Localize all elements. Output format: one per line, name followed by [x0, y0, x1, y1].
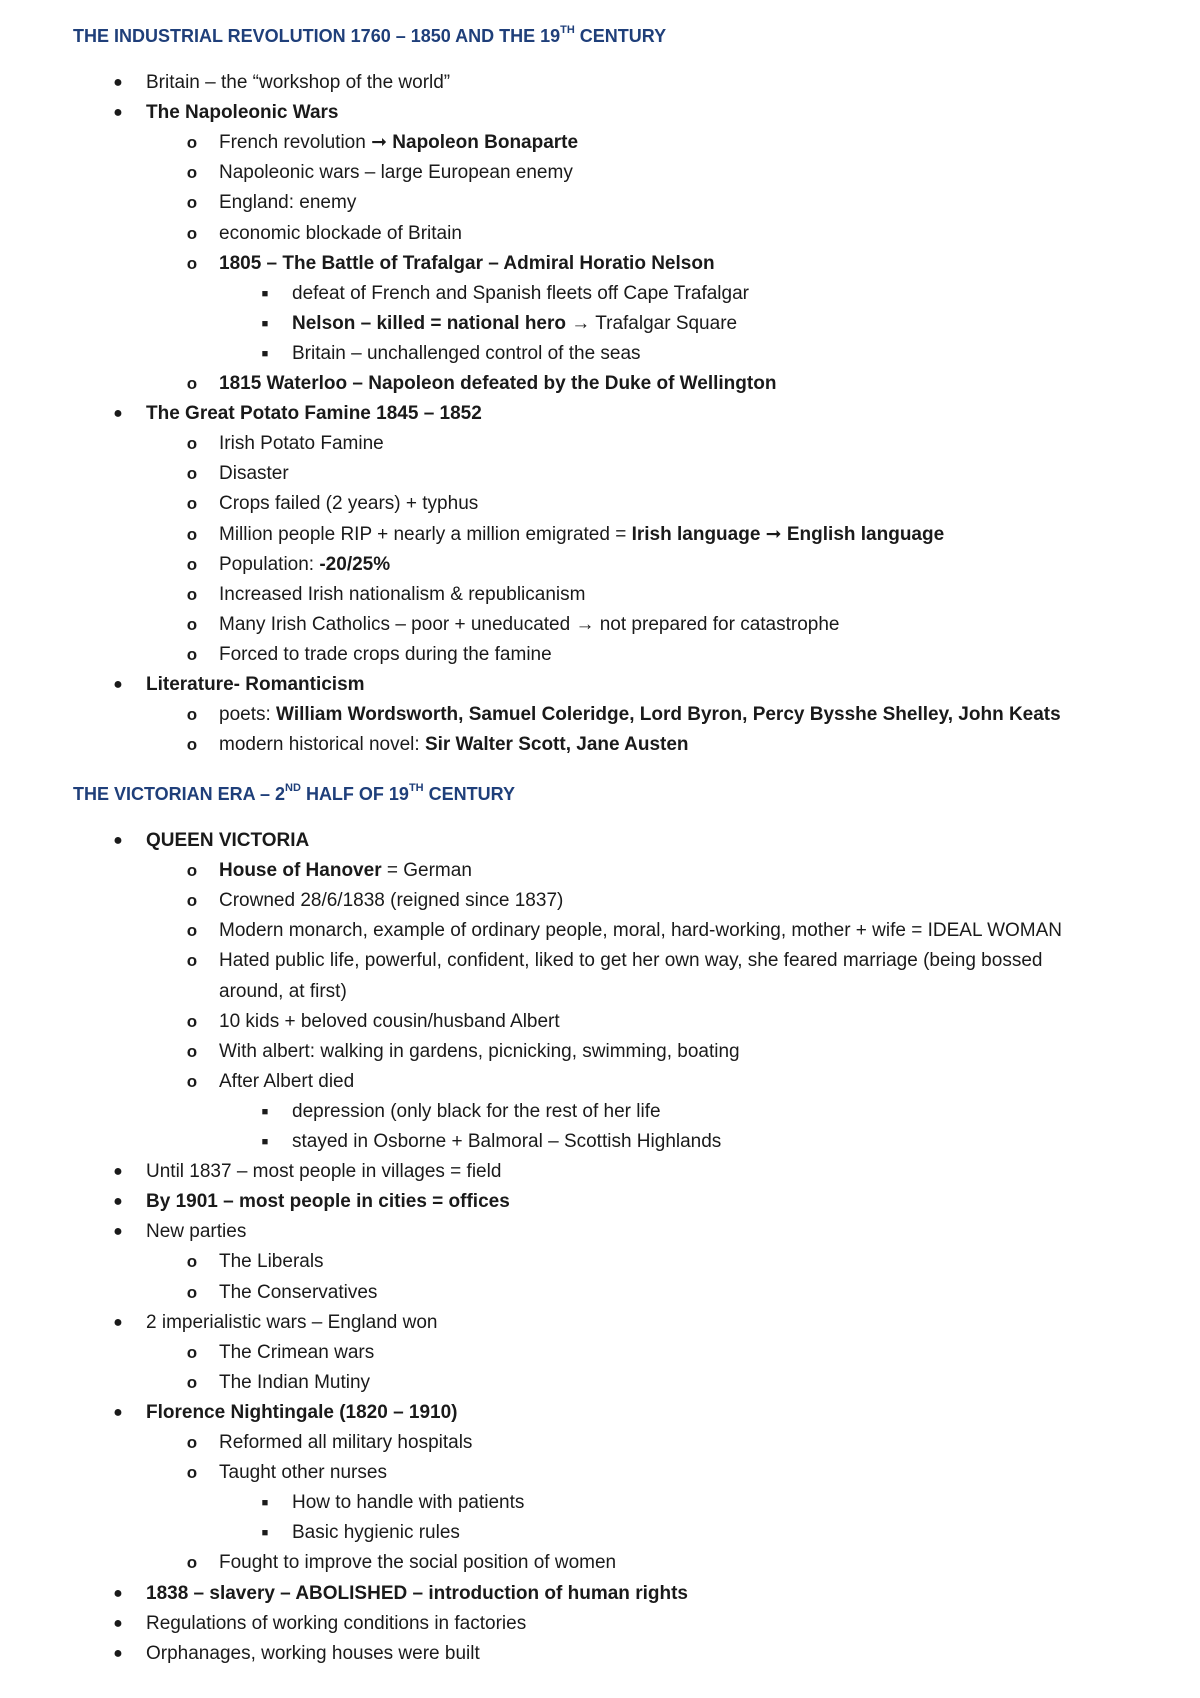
circle-bullet-icon: o: [186, 133, 198, 153]
circle-bullet-icon: o: [186, 644, 198, 664]
list-item: [113, 1582, 688, 1606]
list-item-text: House of Hanover: [219, 860, 382, 882]
circle-bullet-icon: o: [186, 1433, 198, 1452]
list-item-text: Regulations of working conditions in factories: [146, 1612, 527, 1634]
square-bullet-icon: ■: [261, 1136, 269, 1148]
list-item: [113, 673, 365, 697]
list-item: [186, 613, 840, 637]
circle-bullet-icon: o: [186, 735, 198, 755]
circle-bullet-icon: o: [186, 861, 198, 881]
bullet-icon: ●: [113, 1584, 123, 1602]
list-item-text: Napoleonic wars – large European enemy: [219, 162, 573, 184]
list-item-text: = German: [381, 860, 472, 882]
list-item-text: By 1901 – most people in cities = offices: [146, 1191, 510, 1213]
circle-bullet-icon: o: [186, 494, 198, 514]
list-item: [186, 432, 384, 456]
list-item-text: The Crimean wars: [219, 1341, 375, 1363]
list-item: [186, 1341, 375, 1365]
list-item: [186, 222, 462, 246]
square-bullet-icon: ■: [261, 1105, 269, 1118]
bullet-icon: ●: [113, 1163, 123, 1181]
list-item: [113, 71, 451, 95]
list-item: [113, 1612, 527, 1636]
list-item: [186, 1040, 740, 1064]
list-item-text: → Trafalgar Square: [566, 312, 738, 334]
list-item-text: Hated public life, powerful, confident, liked to get her own way, she feared marriage (being bossed: [219, 950, 1043, 972]
list-item: [113, 1311, 438, 1335]
bullet-icon: ●: [113, 832, 123, 849]
list-item: [186, 1010, 560, 1034]
list-item: [186, 1070, 355, 1094]
list-item: [261, 312, 738, 336]
list-item-text: Irish Potato Famine: [219, 433, 384, 455]
list-item-text: After Albert died: [219, 1070, 355, 1092]
circle-bullet-icon: o: [186, 584, 198, 604]
bullet-icon: ●: [113, 1313, 123, 1331]
list-item: [186, 949, 1043, 973]
square-bullet-icon: ■: [261, 287, 269, 300]
bullet-icon: ●: [113, 74, 123, 91]
circle-bullet-icon: o: [186, 554, 198, 574]
circle-bullet-icon: o: [186, 1011, 198, 1031]
list-item-text: New parties: [146, 1221, 247, 1243]
bullet-icon: ●: [113, 1223, 123, 1241]
list-item-text: The Conservatives: [219, 1281, 378, 1303]
list-item: [186, 643, 552, 667]
list-item: [113, 1220, 247, 1244]
list-item: [186, 733, 689, 757]
list-item-text: Reformed all military hospitals: [219, 1432, 473, 1453]
list-item-text: The Indian Mutiny: [219, 1371, 371, 1393]
circle-bullet-icon: o: [186, 1282, 198, 1302]
list-item: [186, 462, 289, 486]
list-item-text: 1838 – slavery – ABOLISHED – introduction of human rights: [146, 1582, 688, 1604]
list-item: [186, 703, 1061, 727]
list-item-text: -20/25%: [319, 553, 391, 575]
list-item-text: ➞ Napoleon Bonaparte: [371, 132, 579, 154]
list-item: [186, 1250, 324, 1274]
list-item-text: Britain – unchallenged control of the seas: [292, 342, 641, 364]
list-item-text: Orphanages, working houses were built: [146, 1642, 480, 1664]
circle-bullet-icon: o: [186, 1553, 198, 1573]
list-item-text: depression (only black for the rest of her life: [292, 1100, 661, 1122]
list-item-text: French revolution: [219, 132, 372, 154]
list-item-text: Fought to improve the social position of women: [219, 1552, 617, 1574]
circle-bullet-icon: o: [186, 1463, 198, 1483]
list-item-text: Many Irish Catholics – poor + uneducated → not prepared for catastrophe: [219, 613, 840, 635]
circle-bullet-icon: o: [186, 434, 198, 454]
circle-bullet-icon: o: [186, 374, 198, 393]
circle-bullet-icon: o: [186, 891, 198, 911]
list-item: [186, 553, 391, 577]
list-item: [186, 859, 472, 883]
list-item-text: Nelson – killed = national hero: [292, 312, 566, 334]
list-item-text: William Wordsworth, Samuel Coleridge, Lord Byron, Percy Bysshe Shelley, John Keats: [276, 704, 1061, 726]
circle-bullet-icon: o: [186, 705, 198, 725]
list-item: [113, 402, 482, 426]
list-item-text: 10 kids + beloved cousin/husband Albert: [219, 1010, 560, 1032]
list-item: [186, 1281, 378, 1305]
list-item: [261, 1491, 525, 1515]
list-item: [186, 161, 573, 185]
circle-bullet-icon: o: [186, 614, 198, 634]
list-item: [186, 191, 357, 215]
list-item: [113, 1401, 458, 1425]
list-item-text: Sir Walter Scott, Jane Austen: [424, 734, 689, 756]
list-item: [113, 101, 339, 125]
square-bullet-icon: ■: [261, 347, 269, 360]
bullet-icon: ●: [113, 1614, 123, 1632]
list-item: [261, 282, 749, 306]
circle-bullet-icon: o: [186, 1342, 198, 1362]
bullet-icon: ●: [113, 1403, 123, 1421]
list-item-text: Crowned 28/6/1838 (reigned since 1837): [219, 890, 564, 912]
square-bullet-icon: ■: [261, 1527, 269, 1540]
list-item-text: The Liberals: [219, 1251, 324, 1273]
square-bullet-icon: ■: [261, 317, 269, 330]
list-item-text: Population:: [219, 553, 320, 575]
list-item: [219, 980, 347, 1004]
list-item-text: Crops failed (2 years) + typhus: [219, 493, 479, 515]
list-item: [261, 1130, 722, 1154]
list-item: [186, 252, 715, 276]
list-item: [113, 1190, 510, 1214]
list-item-text: Million people RIP + nearly a million emigrated =: [219, 523, 632, 545]
list-item-text: QUEEN VICTORIA: [146, 830, 310, 851]
list-item-text: economic blockade of Britain: [219, 222, 462, 244]
list-item: [186, 372, 777, 396]
list-item-text: Increased Irish nationalism & republicanism: [219, 583, 586, 605]
list-item-text: 1805 – The Battle of Trafalgar – Admiral Horatio Nelson: [219, 252, 715, 274]
bullet-icon: ●: [113, 405, 123, 423]
list-item: [186, 1551, 617, 1575]
list-item-text: Literature- Romanticism: [146, 674, 365, 695]
list-item-text: around, at first): [219, 980, 347, 1002]
circle-bullet-icon: o: [186, 524, 198, 544]
circle-bullet-icon: o: [186, 1041, 198, 1061]
section-heading-victorian-era: THE VICTORIAN ERA – 2ND HALF OF 19TH CENTURY: [73, 782, 515, 804]
list-item-text: stayed in Osborne + Balmoral – Scottish Highlands: [292, 1131, 722, 1152]
circle-bullet-icon: o: [186, 951, 198, 971]
section-heading-industrial-revolution: THE INDUSTRIAL REVOLUTION 1760 – 1850 AND THE 19TH CENTURY: [73, 24, 667, 46]
list-item-text: England: enemy: [219, 192, 357, 214]
list-item-text: Until 1837 – most people in villages = field: [146, 1161, 502, 1183]
list-item: [261, 342, 641, 366]
circle-bullet-icon: o: [186, 223, 198, 243]
list-item-text: Florence Nightingale (1820 – 1910): [146, 1401, 458, 1423]
list-item: [261, 1100, 661, 1124]
circle-bullet-icon: o: [186, 193, 198, 213]
list-item: [261, 1521, 460, 1545]
circle-bullet-icon: o: [186, 1071, 198, 1091]
list-item-text: poets:: [219, 704, 277, 726]
bullet-icon: ●: [113, 104, 123, 122]
list-item-text: Taught other nurses: [219, 1462, 387, 1484]
list-item: [186, 131, 579, 155]
list-item-text: With albert: walking in gardens, picnicking, swimming, boating: [219, 1040, 740, 1062]
circle-bullet-icon: o: [186, 163, 198, 183]
circle-bullet-icon: o: [186, 464, 198, 484]
list-item-text: Basic hygienic rules: [292, 1522, 460, 1544]
bullet-icon: ●: [113, 676, 123, 693]
list-item: [186, 1431, 473, 1455]
list-item: [186, 583, 586, 607]
list-item: [186, 889, 564, 913]
list-item-text: Irish language ➞ English language: [631, 523, 945, 545]
list-item-text: Forced to trade crops during the famine: [219, 643, 552, 665]
list-item: [113, 829, 310, 853]
list-item-text: 2 imperialistic wars – England won: [146, 1311, 438, 1333]
list-item: [186, 1461, 387, 1485]
list-item: [186, 523, 945, 547]
circle-bullet-icon: o: [186, 1252, 198, 1272]
circle-bullet-icon: o: [186, 921, 198, 941]
list-item-text: Disaster: [219, 463, 289, 485]
list-item-text: defeat of French and Spanish fleets off Cape Trafalgar: [292, 282, 749, 304]
list-item-text: The Napoleonic Wars: [146, 102, 339, 124]
list-item-text: modern historical novel:: [219, 734, 425, 756]
list-item: [186, 492, 479, 516]
circle-bullet-icon: o: [186, 1372, 198, 1392]
circle-bullet-icon: o: [186, 253, 198, 273]
list-item-text: How to handle with patients: [292, 1492, 525, 1514]
square-bullet-icon: ■: [261, 1497, 269, 1510]
list-item: [113, 1160, 502, 1184]
bullet-icon: ●: [113, 1193, 123, 1211]
list-item: [113, 1642, 480, 1666]
list-item-text: Modern monarch, example of ordinary people, moral, hard-working, mother + wife = IDEAL WOMAN: [219, 920, 1063, 942]
list-item-text: Britain – the “workshop of the world”: [146, 72, 451, 93]
list-item: [186, 1371, 371, 1395]
list-item-text: 1815 Waterloo – Napoleon defeated by the Duke of Wellington: [219, 373, 777, 394]
bullet-icon: ●: [113, 1644, 123, 1662]
list-item-text: The Great Potato Famine 1845 – 1852: [146, 403, 482, 425]
list-item: [186, 919, 1063, 943]
